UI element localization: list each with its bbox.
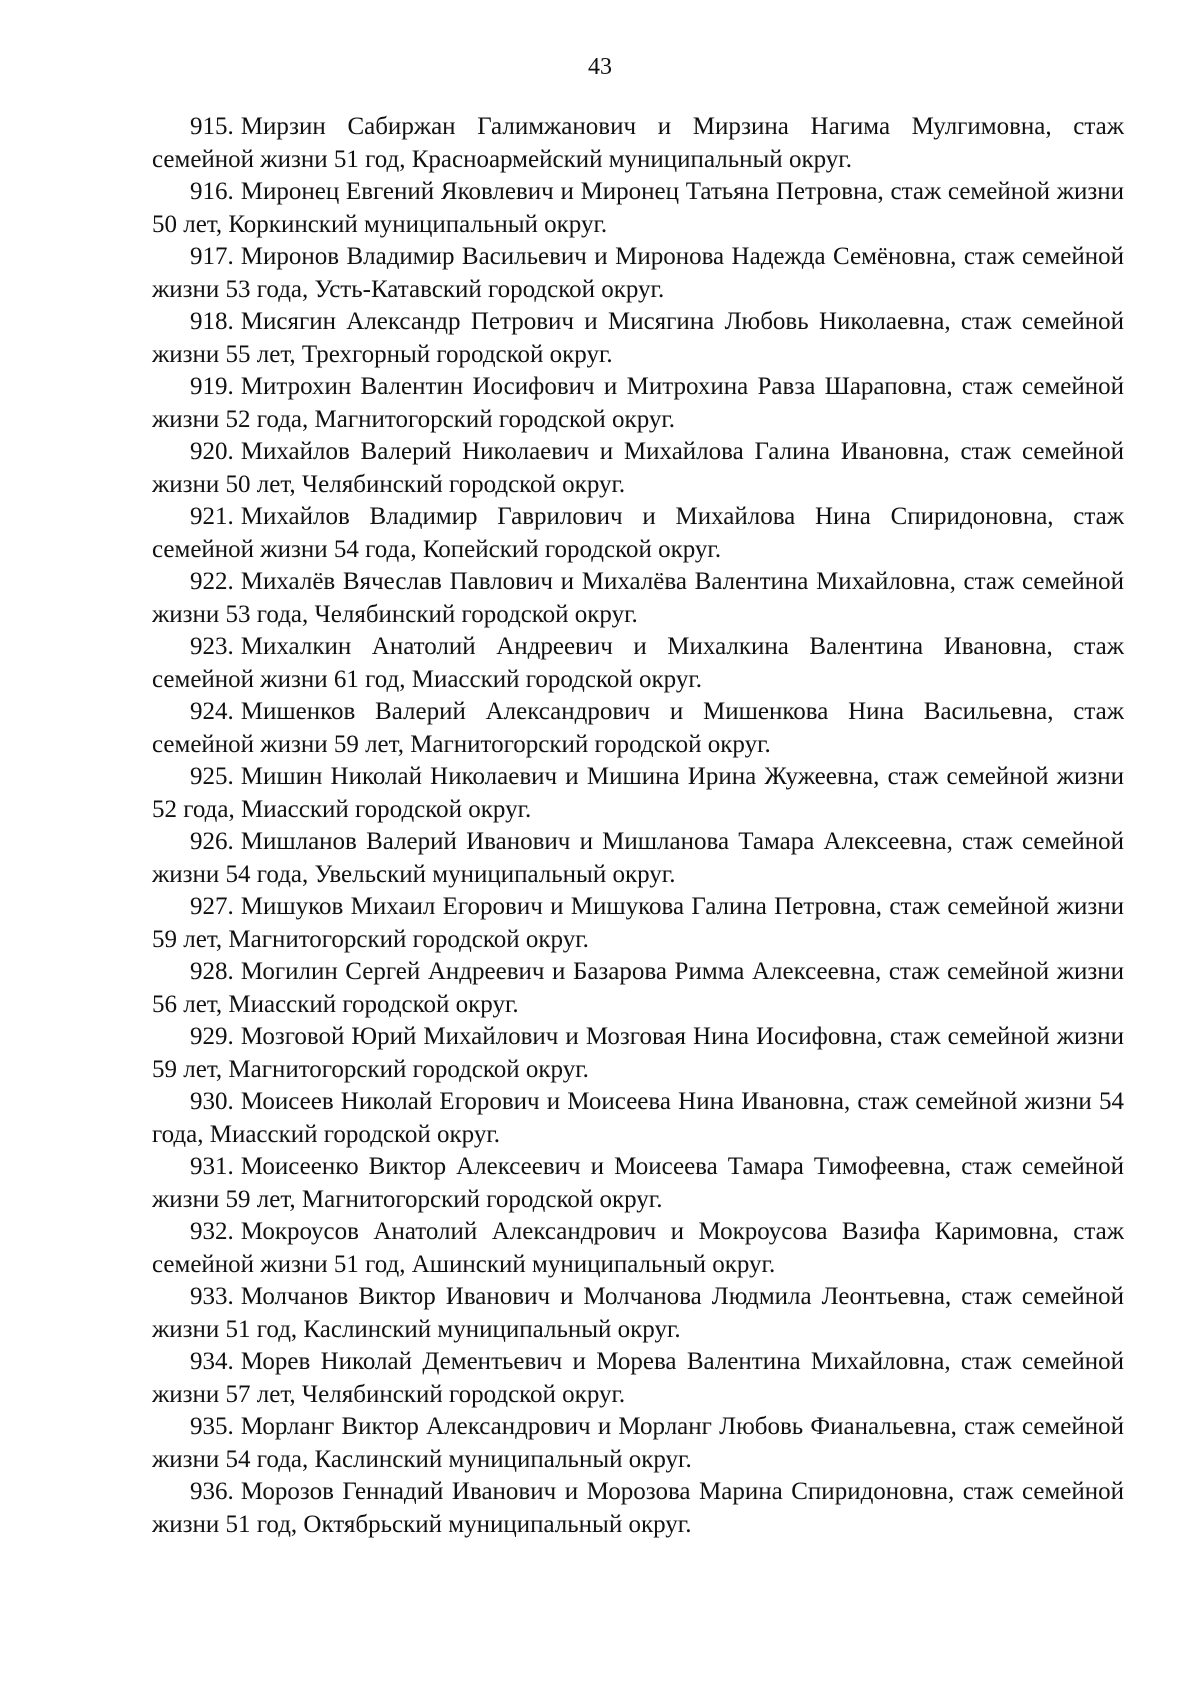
entry-text: Митрохин Валентин Иосифович и Митрохина Равза Шараповна, стаж семейной жизни 52 года, Магнитогорский городской округ. bbox=[152, 373, 1124, 433]
list-item bbox=[152, 696, 1124, 761]
entry-text: Миронец Евгений Яковлевич и Миронец Татьяна Петровна, стаж семейной жизни 50 лет, Коркинский муниципальный округ. bbox=[152, 178, 1124, 238]
entry-text: Моисеенко Виктор Алексеевич и Моисеева Тамара Тимофеевна, стаж семейной жизни 59 лет, Магнитогорский городской округ. bbox=[152, 1153, 1124, 1213]
list-item bbox=[152, 1086, 1124, 1151]
entry-number: 921. bbox=[190, 503, 234, 530]
list-item bbox=[152, 111, 1124, 176]
page-number: 43 bbox=[588, 54, 612, 80]
list-item bbox=[152, 1151, 1124, 1216]
entry-number: 919. bbox=[190, 373, 234, 400]
list-item bbox=[152, 891, 1124, 956]
list-item bbox=[152, 501, 1124, 566]
entry-text: Молчанов Виктор Иванович и Молчанова Людмила Леонтьевна, стаж семейной жизни 51 год, Каслинский муниципальный округ. bbox=[152, 1283, 1124, 1343]
list-item bbox=[152, 631, 1124, 696]
entry-number: 929. bbox=[190, 1023, 234, 1050]
entry-number: 923. bbox=[190, 633, 234, 660]
entry-number: 918. bbox=[190, 308, 234, 335]
entry-text: Михалкин Анатолий Андреевич и Михалкина Валентина Ивановна, стаж семейной жизни 61 год, Миасский городской округ. bbox=[152, 633, 1124, 693]
list-item bbox=[152, 761, 1124, 826]
entry-text: Моисеев Николай Егорович и Моисеева Нина Ивановна, стаж семейной жизни 54 года, Миасский городской округ. bbox=[152, 1088, 1124, 1148]
entry-number: 935. bbox=[190, 1413, 234, 1440]
entry-text: Мирзин Сабиржан Галимжанович и Мирзина Нагима Мулгимовна, стаж семейной жизни 51 год, Красноармейский муниципальный округ. bbox=[152, 113, 1124, 173]
list-item bbox=[152, 436, 1124, 501]
entry-text: Миронов Владимир Васильевич и Миронова Надежда Семёновна, стаж семейной жизни 53 года, Усть-Катавский городской округ. bbox=[152, 243, 1124, 303]
entry-text: Морев Николай Дементьевич и Морева Валентина Михайловна, стаж семейной жизни 57 лет, Челябинский городской округ. bbox=[152, 1348, 1124, 1408]
entry-number: 928. bbox=[190, 958, 234, 985]
entry-text: Морланг Виктор Александрович и Морланг Любовь Фианальевна, стаж семейной жизни 54 года, Каслинский муниципальный округ. bbox=[152, 1413, 1124, 1473]
entry-text: Мишин Николай Николаевич и Мишина Ирина Жужеевна, стаж семейной жизни 52 года, Миасский городской округ. bbox=[152, 763, 1124, 823]
entry-text: Мишланов Валерий Иванович и Мишланова Тамара Алексеевна, стаж семейной жизни 54 года, Увельский муниципальный округ. bbox=[152, 828, 1124, 888]
entry-text: Михайлов Владимир Гаврилович и Михайлова Нина Спиридоновна, стаж семейной жизни 54 года, Копейский городской округ. bbox=[152, 503, 1124, 563]
entry-number: 917. bbox=[190, 243, 234, 270]
list-item bbox=[152, 1476, 1124, 1541]
entry-number: 924. bbox=[190, 698, 234, 725]
list-item bbox=[152, 371, 1124, 436]
entry-number: 926. bbox=[190, 828, 234, 855]
entry-number: 915. bbox=[190, 113, 234, 140]
entry-text: Мокроусов Анатолий Александрович и Мокроусова Вазифа Каримовна, стаж семейной жизни 51 год, Ашинский муниципальный округ. bbox=[152, 1218, 1124, 1278]
list-item bbox=[152, 1021, 1124, 1086]
entry-text: Михайлов Валерий Николаевич и Михайлова Галина Ивановна, стаж семейной жизни 50 лет, Челябинский городской округ. bbox=[152, 438, 1124, 498]
entry-text: Михалёв Вячеслав Павлович и Михалёва Валентина Михайловна, стаж семейной жизни 53 года, Челябинский городской округ. bbox=[152, 568, 1124, 628]
entry-number: 922. bbox=[190, 568, 234, 595]
list-item bbox=[152, 306, 1124, 371]
list-item bbox=[152, 1346, 1124, 1411]
list-item bbox=[152, 566, 1124, 631]
entry-text: Мишуков Михаил Егорович и Мишукова Галина Петровна, стаж семейной жизни 59 лет, Магнитогорский городской округ. bbox=[152, 893, 1124, 953]
entry-number: 927. bbox=[190, 893, 234, 920]
list-item bbox=[152, 1281, 1124, 1346]
entry-number: 932. bbox=[190, 1218, 234, 1245]
list-item bbox=[152, 176, 1124, 241]
entry-text: Мисягин Александр Петрович и Мисягина Любовь Николаевна, стаж семейной жизни 55 лет, Трехгорный городской округ. bbox=[152, 308, 1124, 368]
list-item bbox=[152, 241, 1124, 306]
list-item bbox=[152, 826, 1124, 891]
list-item bbox=[152, 1216, 1124, 1281]
entry-number: 916. bbox=[190, 178, 234, 205]
entries-list bbox=[152, 111, 1124, 1541]
entry-number: 925. bbox=[190, 763, 234, 790]
entry-text: Мишенков Валерий Александрович и Мишенкова Нина Васильевна, стаж семейной жизни 59 лет, Магнитогорский городской округ. bbox=[152, 698, 1124, 758]
entry-number: 934. bbox=[190, 1348, 234, 1375]
entry-text: Мозговой Юрий Михайлович и Мозговая Нина Иосифовна, стаж семейной жизни 59 лет, Магнитогорский городской округ. bbox=[152, 1023, 1124, 1083]
list-item bbox=[152, 1411, 1124, 1476]
entry-text: Могилин Сергей Андреевич и Базарова Римма Алексеевна, стаж семейной жизни 56 лет, Миасский городской округ. bbox=[152, 958, 1124, 1018]
entry-number: 931. bbox=[190, 1153, 234, 1180]
list-item bbox=[152, 956, 1124, 1021]
entry-number: 936. bbox=[190, 1478, 234, 1505]
entry-number: 920. bbox=[190, 438, 234, 465]
entry-text: Морозов Геннадий Иванович и Морозова Марина Спиридоновна, стаж семейной жизни 51 год, Октябрьский муниципальный округ. bbox=[152, 1478, 1124, 1538]
entry-number: 933. bbox=[190, 1283, 234, 1310]
entry-number: 930. bbox=[190, 1088, 234, 1115]
